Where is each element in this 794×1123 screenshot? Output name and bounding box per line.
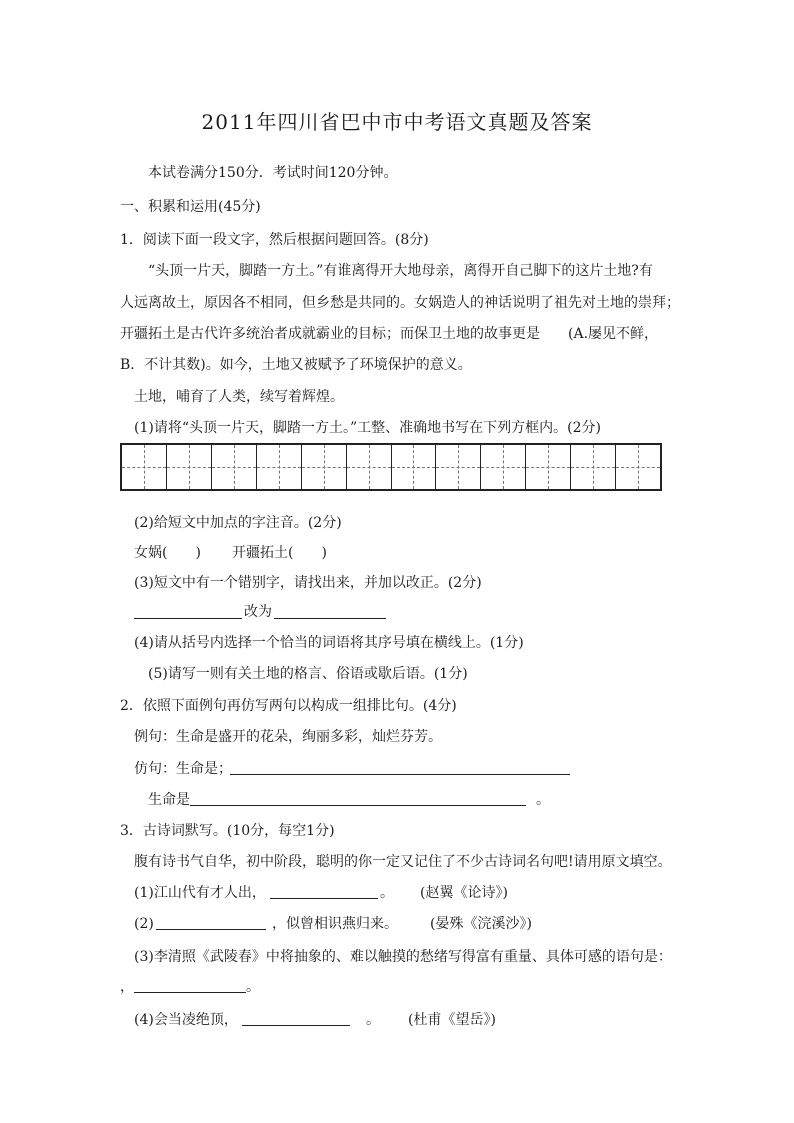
period: 。	[536, 792, 550, 808]
question-2-heading: 2．依照下面例句再仿写两句以构成一组排比句。(4分)	[120, 698, 457, 714]
writing-grid[interactable]	[120, 443, 662, 491]
poem-3: (3)李清照《武陵春》中将抽象的、难以触摸的愁绪写得富有重量、具体可感的语句是：	[134, 949, 672, 965]
grid-cell[interactable]	[616, 445, 660, 489]
answer-blank[interactable]	[242, 1025, 350, 1026]
answer-blank[interactable]	[230, 774, 570, 775]
correction-label: 改为	[244, 604, 272, 620]
passage-line-1: “头顶一片天，脚踏一方土。”有谁离得开大地母亲，离得开自己脚下的这片土地?有	[148, 263, 653, 279]
answer-blank[interactable]	[190, 805, 526, 806]
question-1-heading: 1．阅读下面一段文字，然后根据问题回答。(8分)	[120, 232, 429, 248]
period: 。	[380, 885, 394, 901]
grid-cell[interactable]	[571, 445, 616, 489]
grid-cell[interactable]	[347, 445, 392, 489]
answer-blank[interactable]	[156, 929, 266, 930]
sub-question-4: (4)请从括号内选择一个恰当的词语将其序号填在横线上。(1分)	[134, 635, 524, 651]
passage-line-5: 土地，哺育了人类，续写着辉煌。	[134, 389, 344, 405]
sub-question-3: (3)短文中有一个错别字，请找出来，并加以改正。(2分)	[134, 575, 482, 591]
passage-line-3: 开疆拓土是古代许多统治者成就霸业的目标；而保卫土地的故事更是	[120, 326, 540, 342]
grid-cell[interactable]	[302, 445, 347, 489]
grid-cell[interactable]	[392, 445, 437, 489]
imitate-label-2: 生命是	[148, 792, 190, 808]
section-heading: 一、积累和运用(45分)	[120, 199, 261, 215]
answer-blank[interactable]	[134, 618, 242, 619]
poem-1: (1)江山代有才人出，	[134, 885, 266, 901]
grid-cell[interactable]	[436, 445, 481, 489]
answer-blank[interactable]	[270, 898, 378, 899]
poem-2-source: (晏殊《浣溪沙》)	[430, 916, 532, 932]
period: 。	[246, 979, 260, 995]
sub-question-1: (1)请将“头顶一片天，脚踏一方土。”工整、准确地书写在下列方框内。(2分)	[134, 420, 601, 436]
pinyin-item-b: 开疆拓土( )	[232, 545, 327, 561]
passage-line-4: B．不计其数)。如今，土地又被赋予了环境保护的意义。	[120, 357, 472, 373]
grid-cell[interactable]	[122, 445, 167, 489]
example-sentence: 例句：生命是盛开的花朵，绚丽多彩，灿烂芬芳。	[134, 729, 442, 745]
question-3-heading: 3．古诗词默写。(10分，每空1分)	[120, 823, 335, 839]
exam-intro: 本试卷满分150分．考试时间120分钟。	[148, 165, 398, 181]
passage-options: (A.屡见不鲜，	[568, 326, 659, 342]
imitate-label: 仿句：生命是；	[134, 761, 232, 777]
poem-4: (4)会当凌绝顶，	[134, 1012, 238, 1028]
answer-blank[interactable]	[134, 992, 246, 993]
poem-1-source: (赵翼《论诗》)	[420, 885, 508, 901]
question-3-intro: 腹有诗书气自华，初中阶段，聪明的你一定又记住了不少古诗词名句吧!请用原文填空。	[134, 854, 672, 870]
passage-line-2: 人远离故土，原因各不相同，但乡愁是共同的。女娲造人的神话说明了祖先对土地的崇拜；	[120, 295, 680, 311]
page-title: 2011年四川省巴中市中考语文真题及答案	[201, 110, 593, 134]
grid-cell[interactable]	[257, 445, 302, 489]
answer-blank[interactable]	[274, 618, 386, 619]
period: 。	[366, 1012, 380, 1028]
grid-cell[interactable]	[212, 445, 257, 489]
poem-4-source: (杜甫《望岳》)	[408, 1012, 496, 1028]
sub-question-5: (5)请写一则有关土地的格言、俗语或歇后语。(1分)	[148, 666, 468, 682]
grid-cell[interactable]	[167, 445, 212, 489]
grid-cell[interactable]	[526, 445, 571, 489]
comma: ，	[120, 979, 134, 995]
grid-cell[interactable]	[481, 445, 526, 489]
poem-2: ，似曾相识燕归来。	[272, 916, 398, 932]
pinyin-item-a: 女娲( )	[134, 545, 201, 561]
sub-question-2: (2)给短文中加点的字注音。(2分)	[134, 515, 342, 531]
poem-2-number: (2)	[134, 916, 154, 932]
